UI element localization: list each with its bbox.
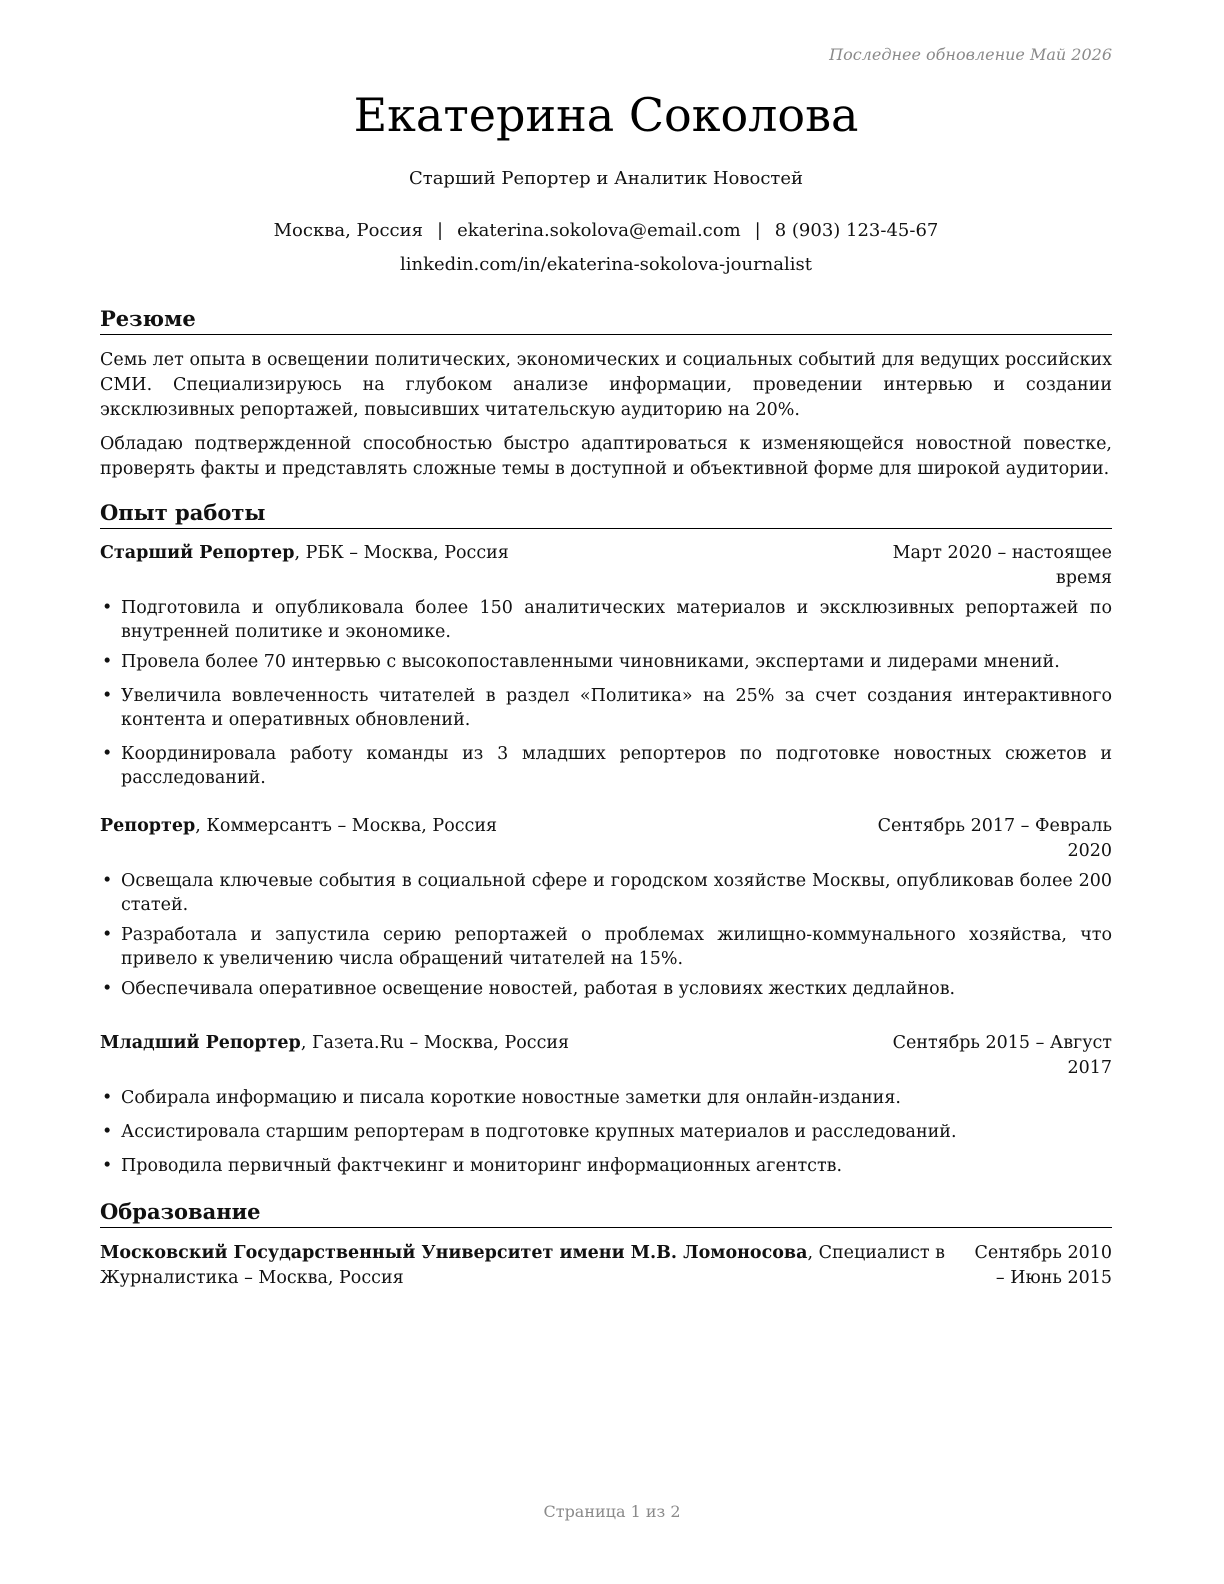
job-role: Младший Репортер [100, 1033, 301, 1053]
linkedin-link[interactable]: linkedin.com/in/ekaterina-sokolova-journalist [400, 254, 812, 275]
bullet-item: • Собирала информацию и писала короткие новостные заметки для онлайн-издания. [100, 1086, 1112, 1110]
section-title-summary: Резюме [100, 306, 1112, 335]
candidate-title: Старший Репортер и Аналитик Новостей [408, 168, 804, 189]
bullet-item: • Разработала и запустила серию репортажей о проблемах жилищно-коммунального хозяйства, что привело к увеличению числа обращений читателей на 15%. [100, 923, 1112, 971]
job-dates: Март 2020 – настоящее время [892, 543, 1112, 588]
phone-number[interactable]: 8 (903) 123-45-67 [774, 220, 939, 241]
bullet-item: • Подготовила и опубликовала более 150 аналитических материалов и эксклюзивных репортажей по внутренней политике и экономике. [100, 596, 1112, 644]
job-company: , Газета.Ru – Москва, Россия [300, 1033, 570, 1053]
section-title-experience: Опыт работы [100, 500, 1112, 529]
location: Москва, Россия [273, 220, 423, 241]
job-dates: Сентябрь 2015 – Август 2017 [892, 1033, 1112, 1078]
contact-line [100, 220, 1112, 241]
job-header [100, 1031, 1112, 1078]
job-header [100, 814, 1112, 861]
bullet-item: • Проводила первичный фактчекинг и мониторинг информационных агентств. [100, 1154, 1112, 1178]
job-company: , Коммерсантъ – Москва, Россия [195, 816, 498, 836]
bullet-item: • Освещала ключевые события в социальной сфере и городском хозяйстве Москвы, опубликовав более 200 статей. [100, 869, 1112, 917]
bullet-item: • Координировала работу команды из 3 младших репортеров по подготовке новостных сюжетов и расследований. [100, 742, 1112, 790]
job-company: , РБК – Москва, Россия [294, 543, 509, 563]
job-dates: Сентябрь 2017 – Февраль 2020 [877, 816, 1112, 861]
job-role: Репортер [100, 816, 196, 836]
education-text [100, 1241, 970, 1291]
page-number: Страница 1 из 2 [543, 1502, 681, 1521]
education-dates: Сентябрь 2010 – Июнь 2015 [974, 1243, 1112, 1288]
job-bullets [100, 596, 1112, 790]
contact-separator: | [754, 220, 761, 241]
bullet-item: • Провела более 70 интервью с высокопоставленными чиновниками, экспертами и лидерами мнений. [100, 650, 1112, 674]
education-school: Московский Государственный Университет имени М.В. Ломоносова [100, 1243, 808, 1263]
summary-paragraph: Семь лет опыта в освещении политических, экономических и социальных событий для ведущих российских СМИ. Специализируюсь на глубоком анализе информации, проведении интервью и создании эксклюзивных репортажей, повысивших читательскую аудиторию на 20%. [100, 350, 1112, 420]
email-link[interactable]: ekaterina.sokolova@email.com [457, 220, 741, 241]
bullet-item: • Увеличила вовлеченность читателей в раздел «Политика» на 25% за счет создания интерактивного контента и оперативных обновлений. [100, 684, 1112, 732]
candidate-name: Екатерина Соколова [353, 88, 859, 142]
job-bullets [100, 1086, 1112, 1178]
education-entry [100, 1241, 1112, 1291]
bullet-item: • Обеспечивала оперативное освещение новостей, работая в условиях жестких дедлайнов. [100, 977, 1112, 1001]
section-title-education: Образование [100, 1199, 1112, 1228]
bullet-item: • Ассистировала старшим репортерам в подготовке крупных материалов и расследований. [100, 1120, 1112, 1144]
job-header [100, 541, 1112, 588]
last-updated: Последнее обновление Май 2026 [829, 45, 1112, 64]
contact-separator: | [437, 220, 444, 241]
job-role: Старший Репортер [100, 543, 295, 563]
education-degree: , Специалист в Журналистика – Москва, Россия [100, 1243, 946, 1288]
job-bullets [100, 869, 1112, 1001]
summary-paragraph: Обладаю подтвержденной способностью быстро адаптироваться к изменяющейся новостной повестке, проверять факты и представлять сложные темы в доступной и объективной форме для широкой аудитории. [100, 434, 1112, 479]
